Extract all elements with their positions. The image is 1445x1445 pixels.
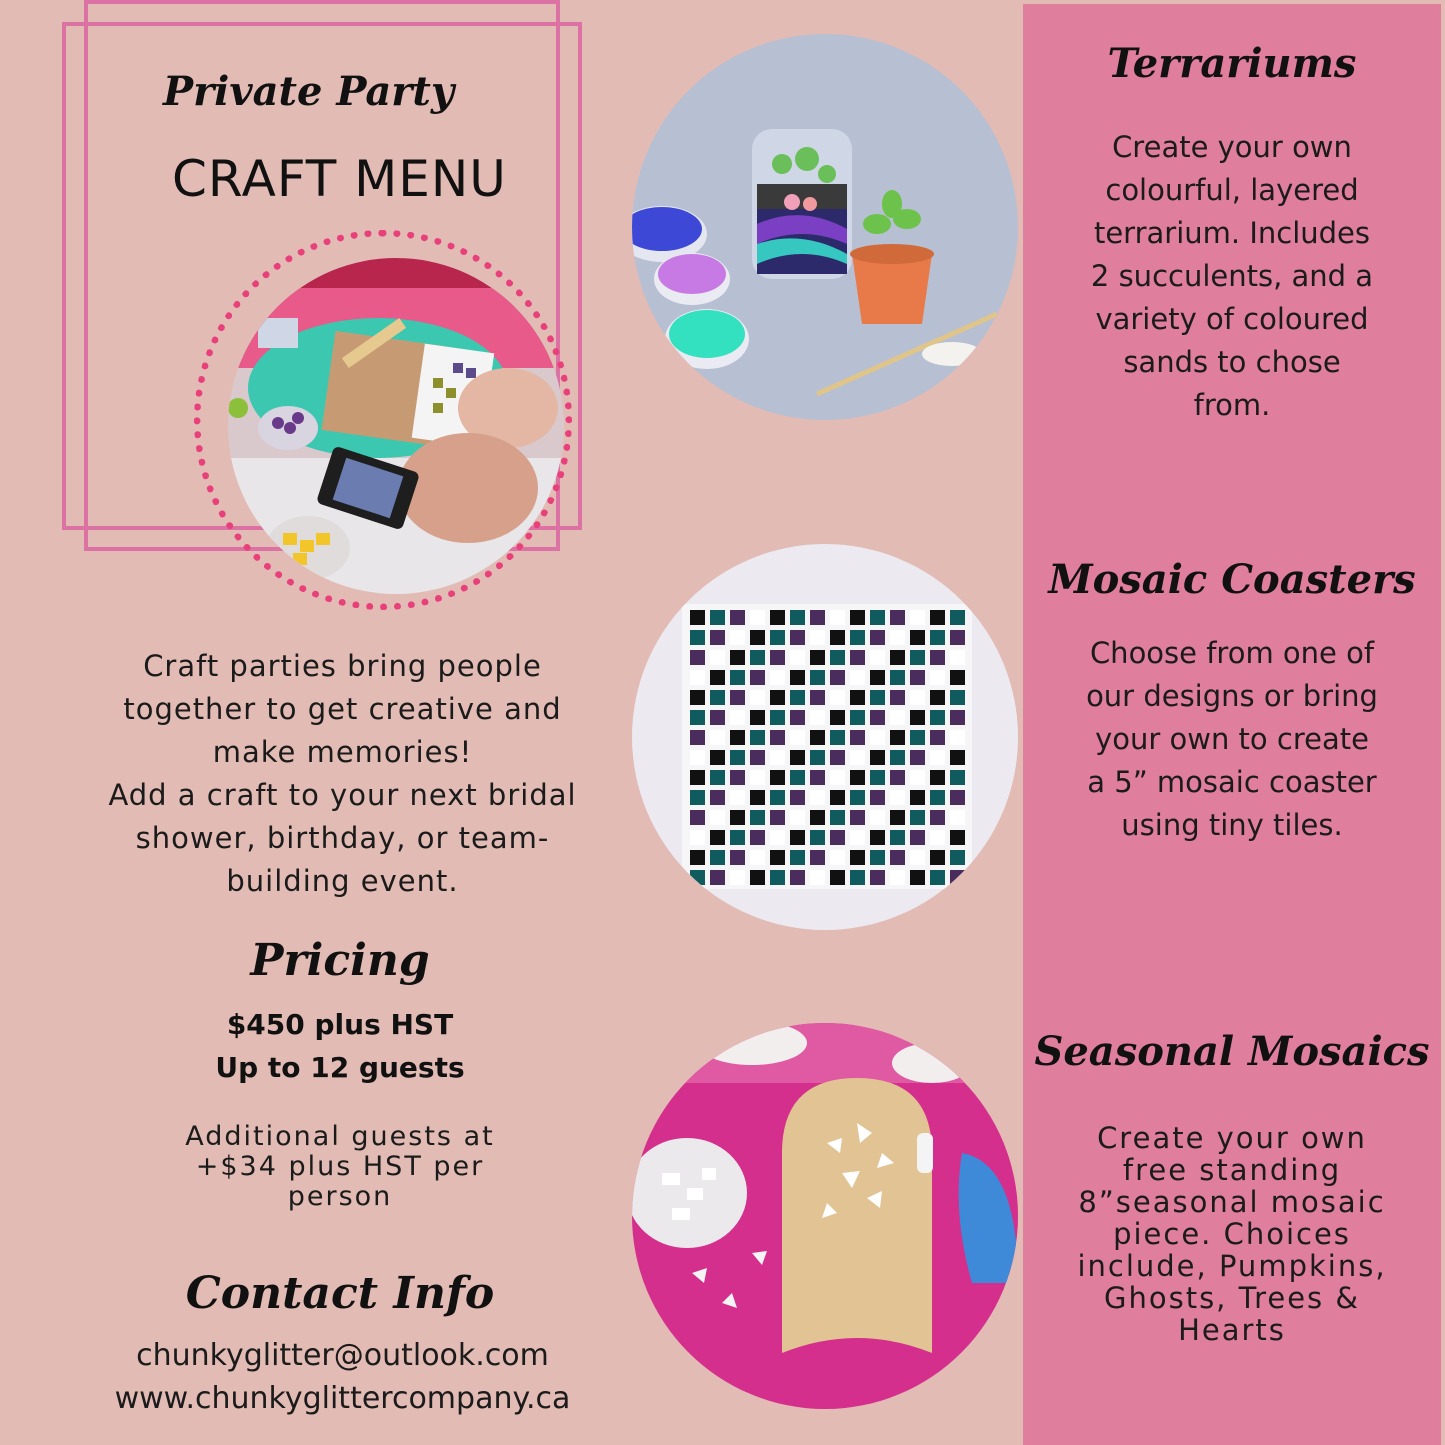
desc-line: Create your own	[1097, 1121, 1367, 1155]
intro-line: together to get creative and	[123, 692, 562, 726]
craft-desc-terrariums	[1023, 126, 1441, 427]
desc-line: sands to chose	[1123, 345, 1341, 379]
desc-line: our designs or bring	[1086, 679, 1378, 713]
desc-line: free standing	[1122, 1153, 1342, 1187]
intro-line: Add a craft to your next bridal	[108, 778, 577, 812]
desc-line: Create your own	[1112, 130, 1352, 164]
contact-heading: Contact Info	[185, 1268, 495, 1319]
desc-line: your own to create	[1095, 722, 1369, 756]
craft-title-mosaic-coasters: Mosaic Coasters	[1048, 556, 1416, 603]
desc-line: Hearts	[1178, 1313, 1286, 1347]
additional-guests	[140, 1122, 540, 1212]
contact-website[interactable]: www.chunkyglittercompany.ca	[114, 1381, 571, 1416]
desc-line: Ghosts, Trees &	[1104, 1281, 1360, 1315]
additional-line: Additional guests at	[185, 1121, 495, 1152]
craft-desc-mosaic-coasters	[1023, 632, 1441, 847]
mosaic-crafting-photo	[228, 258, 564, 594]
intro-line: building event.	[226, 864, 459, 898]
desc-line: using tiny tiles.	[1121, 808, 1343, 842]
desc-line: Choose from one of	[1089, 636, 1375, 670]
intro-paragraph	[80, 645, 605, 903]
desc-line: include, Pumpkins,	[1077, 1249, 1387, 1283]
subtitle: Private Party	[163, 68, 455, 115]
price: $450 plus HST	[226, 1008, 454, 1041]
additional-line: person	[287, 1181, 393, 1212]
intro-line: shower, birthday, or team-	[135, 821, 550, 855]
desc-line: colourful, layered	[1105, 173, 1359, 207]
pricing-heading: Pricing	[250, 935, 430, 986]
guest-limit: Up to 12 guests	[215, 1051, 465, 1084]
additional-line: +$34 plus HST per	[195, 1151, 485, 1182]
page-title: CRAFT MENU	[172, 150, 507, 208]
craft-desc-seasonal-mosaics	[1023, 1122, 1441, 1346]
intro-line: make memories!	[212, 735, 473, 769]
intro-line: Craft parties bring people	[143, 649, 542, 683]
desc-line: a 5” mosaic coaster	[1087, 765, 1377, 799]
desc-line: from.	[1193, 388, 1271, 422]
seasonal-mosaic-photo	[632, 1023, 1018, 1409]
desc-line: piece. Choices	[1113, 1217, 1351, 1251]
mosaic-coaster-photo	[632, 544, 1018, 930]
craft-title-seasonal-mosaics: Seasonal Mosaics	[1034, 1028, 1430, 1075]
terrarium-photo	[632, 34, 1018, 420]
desc-line: terrarium. Includes	[1093, 216, 1371, 250]
desc-line: 8”seasonal mosaic	[1078, 1185, 1386, 1219]
desc-line: variety of coloured	[1095, 302, 1369, 336]
contact-email[interactable]: chunkyglitter@outlook.com	[136, 1338, 549, 1373]
craft-title-terrariums: Terrariums	[1107, 40, 1357, 87]
desc-line: 2 succulents, and a	[1090, 259, 1374, 293]
